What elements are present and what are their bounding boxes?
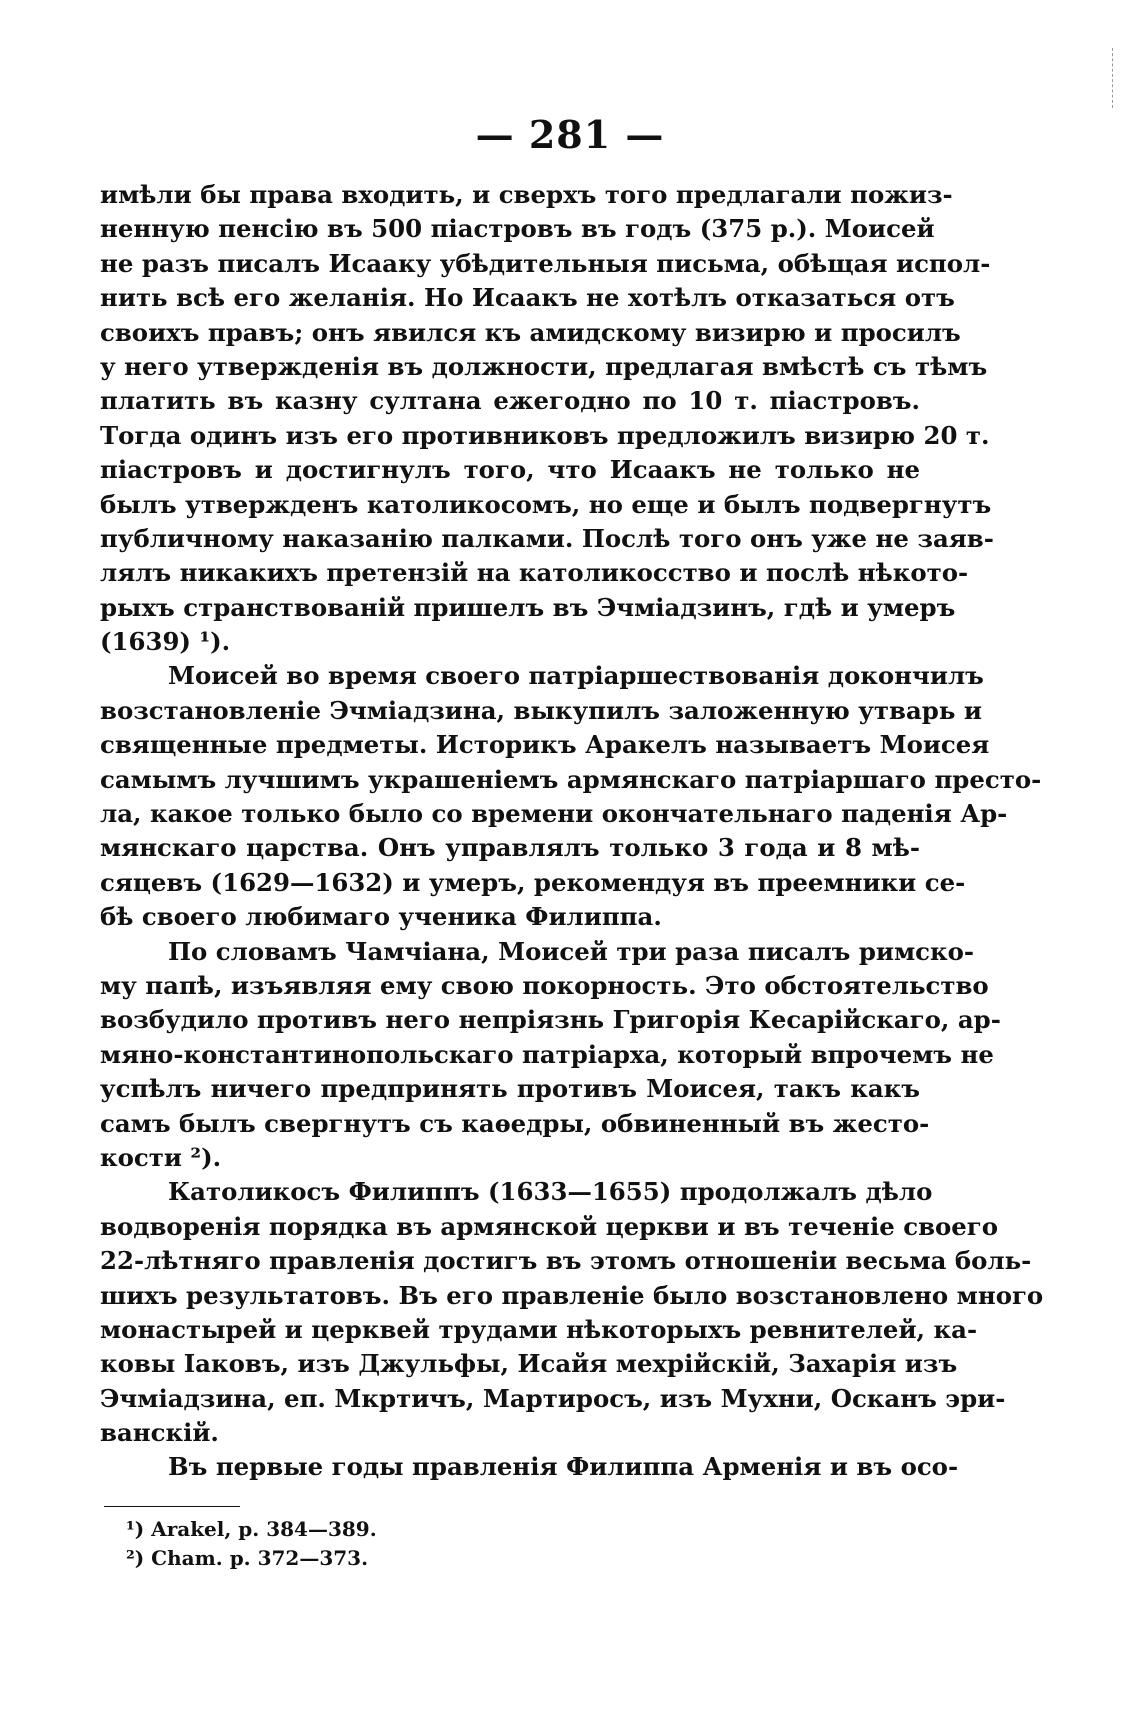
text-line: Въ первые годы правленія Филиппа Арменія и въ осо- bbox=[168, 1452, 959, 1482]
text-line: лялъ никакихъ претензій на католикосство и послѣ нѣкото- bbox=[100, 558, 969, 588]
text-line: шихъ результатовъ. Въ его правленіе было возстановлено много bbox=[100, 1280, 1044, 1310]
text-line: успѣлъ ничего предпринять противъ Моисея, такъ какъ bbox=[100, 1074, 920, 1104]
text-line: былъ утвержденъ католикосомъ, но еще и былъ подвергнутъ bbox=[100, 489, 992, 519]
text-line: піастровъ и достигнулъ того, что Исаакъ не только не bbox=[100, 455, 920, 485]
footnote: ¹) Arakel, p. 384—389. bbox=[126, 1517, 377, 1541]
text-line: священные предметы. Историкъ Аракелъ называетъ Моисея bbox=[100, 730, 990, 760]
text-line: Тогда одинъ изъ его противниковъ предложилъ визирю 20 т. bbox=[100, 420, 990, 450]
text-line: кости ²). bbox=[100, 1142, 222, 1172]
text-line: ковы Іаковъ, изъ Джульфы, Исайя мехрійскій, Захарія изъ bbox=[100, 1349, 958, 1379]
footnote-separator bbox=[104, 1506, 240, 1507]
text-line: Католикосъ Филиппъ (1633—1655) продолжалъ дѣло bbox=[168, 1177, 933, 1207]
text-line: возстановленіе Эчміадзина, выкупилъ заложенную утварь и bbox=[100, 695, 982, 725]
text-line: мянскаго царства. Онъ управлялъ только 3 года и 8 мѣ- bbox=[100, 833, 920, 863]
text-line: ненную пенсію въ 500 піастровъ въ годъ (375 р.). Моисей bbox=[100, 214, 935, 244]
text-line: своихъ правъ; онъ явился къ амидскому визирю и просилъ bbox=[100, 317, 961, 347]
text-line: Моисей во время своего патріаршествованія докончилъ bbox=[168, 661, 984, 691]
text-line: у него утвержденія въ должности, предлагая вмѣстѣ съ тѣмъ bbox=[100, 351, 988, 381]
text-line: не разъ писалъ Исааку убѣдительныя письма, обѣщая испол- bbox=[100, 248, 991, 278]
text-line: (1639) ¹). bbox=[100, 627, 231, 657]
text-line: самъ былъ свергнутъ съ каѳедры, обвиненный въ жесто- bbox=[100, 1108, 930, 1138]
scan-edge-mark bbox=[1112, 48, 1114, 108]
text-line: 22-лѣтняго правленія достигъ въ этомъ отношеніи весьма боль- bbox=[100, 1246, 1032, 1276]
text-line: мяно-константинопольскаго патріарха, который впрочемъ не bbox=[100, 1039, 994, 1069]
text-line: водворенія порядка въ армянской церкви и въ теченіе своего bbox=[100, 1211, 999, 1241]
text-line: му папѣ, изъявляя ему свою покорность. Это обстоятельство bbox=[100, 970, 989, 1000]
text-line: По словамъ Чамчіана, Моисей три раза писалъ римско- bbox=[168, 936, 975, 966]
footnote: ²) Cham. p. 372—373. bbox=[126, 1546, 369, 1570]
main-text bbox=[100, 178, 1044, 1485]
text-line: публичному наказанію палками. Послѣ того онъ уже не заяв- bbox=[100, 523, 994, 553]
page-number: — 281 — bbox=[475, 112, 665, 157]
text-line: нить всѣ его желанія. Но Исаакъ не хотѣлъ отказаться отъ bbox=[100, 283, 955, 313]
text-line: ла, какое только было со времени окончательнаго паденія Ар- bbox=[100, 799, 1008, 829]
text-line: ванскій. bbox=[100, 1418, 219, 1448]
text-line: бѣ своего любимаго ученика Филиппа. bbox=[100, 902, 662, 932]
text-line: самымъ лучшимъ украшеніемъ армянскаго патріаршаго престо- bbox=[100, 764, 1042, 794]
text-line: Эчміадзина, еп. Мкртичъ, Мартиросъ, изъ Мухни, Осканъ эри- bbox=[100, 1383, 1006, 1413]
text-line: платить въ казну султана ежегодно по 10 т. піастровъ. bbox=[100, 386, 920, 416]
text-line: возбудило противъ него непріязнь Григорія Кесарійскаго, ар- bbox=[100, 1005, 1001, 1035]
footnotes bbox=[126, 1515, 377, 1573]
text-line: монастырей и церквей трудами нѣкоторыхъ ревнителей, ка- bbox=[100, 1314, 978, 1344]
text-line: имѣли бы права входить, и сверхъ того предлагали пожиз- bbox=[100, 180, 953, 209]
text-line: сяцевъ (1629—1632) и умеръ, рекомендуя въ преемники се- bbox=[100, 867, 966, 897]
text-line: рыхъ странствованій пришелъ въ Эчміадзинъ, гдѣ и умеръ bbox=[100, 592, 956, 622]
